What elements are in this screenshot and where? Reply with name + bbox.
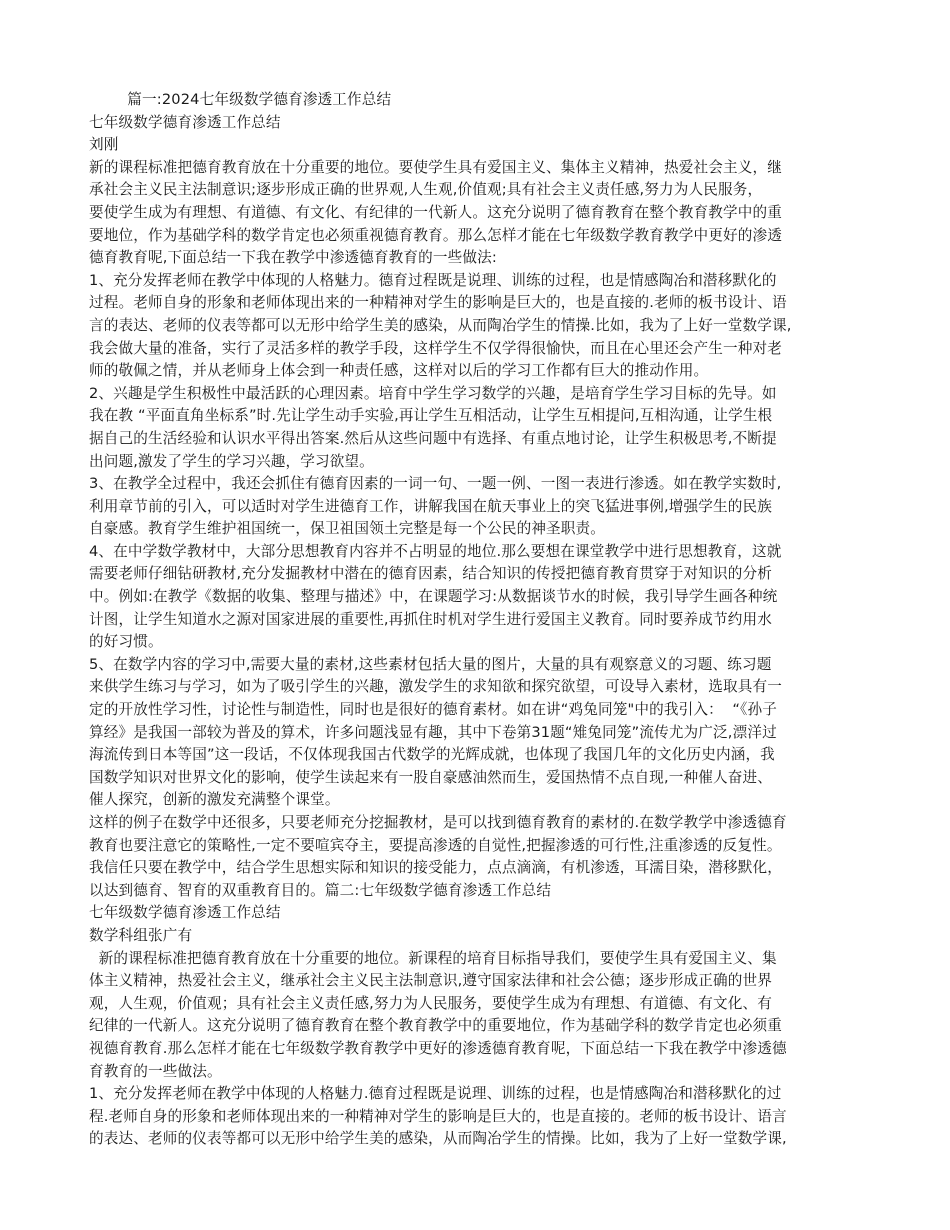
text-line: 5、在数学内容的学习中,需要大量的素材,这些素材包括大量的图片，大量的具有观察意义的习题、练习题	[89, 655, 772, 673]
text-line: 3、在教学全过程中，我还会抓住有德育因素的一词一句、一题一例、一图一表进行渗透。如在教学实数时,	[89, 475, 782, 493]
text-line: 据自己的生活经验和认识水平得出答案.然后从这些问题中有选择、有重点地讨论，让学生积极思考,不断提	[89, 429, 777, 447]
text-line: 程.老师自身的形象和老师体现出来的一种精神对学生的影响是巨大的，也是直接的。老师的板书设计、语言	[89, 1107, 787, 1125]
text-line: 算经》是我国一部较为普及的算术，许多问题浅显有趣，其中下卷第31题“雉兔同笼”流传尤为广泛,漂洋过	[89, 723, 777, 741]
text-line: 七年级数学德育渗透工作总结	[89, 113, 281, 131]
text-line: 要使学生成为有理想、有道德、有文化、有纪律的一代新人。这充分说明了德育教育在整个教育教学中的重	[89, 203, 782, 221]
text-line: 新的课程标准把德育教育放在十分重要的地位。要使学生具有爱国主义、集体主义精神，热爱社会主义，继	[89, 158, 782, 176]
text-line: 我会做大量的准备，实行了灵活多样的教学手段，这样学生不仅学得很愉快，而且在心里还会产生一种对老	[89, 339, 782, 357]
text-line: 以达到德育、智育的双重教育目的。篇二:七年级数学德育渗透工作总结	[89, 881, 552, 899]
text-line: 承社会主义民主法制意识;逐步形成正确的世界观,人生观,价值观;具有社会主义责任感,努力为人民服务，	[89, 181, 763, 199]
text-line: 我在教 “平面直角坐标系”时.先让学生动手实验,再让学生互相活动，让学生互相提问,互相沟通，让学生根	[89, 407, 773, 425]
text-line: 纪律的一代新人。这充分说明了德育教育在整个教育教学中的重要地位，作为基础学科的数学肯定也必须重	[89, 1017, 782, 1035]
text-line: 言的表达、老师的仪表等都可以无形中给学生美的感染，从而陶冶学生的情操.比如，我为了上好一堂数学课,	[89, 316, 792, 334]
text-line: 育教育的一些做法。	[89, 1062, 222, 1080]
text-line: 观，人生观，价值观；具有社会主义责任感,努力为人民服务，要使学生成为有理想、有道德、有文化、有	[89, 994, 773, 1012]
text-line: 的表达、老师的仪表等都可以无形中给学生美的感染，从而陶冶学生的情操。比如，我为了上好一堂数学课,	[89, 1130, 787, 1148]
text-line: 我信任只要在教学中，结合学生思想实际和知识的接受能力，点点滴滴，有机渗透，耳濡目染，潜移默化，	[89, 859, 782, 877]
text-line: 催人探究，创新的激发充满整个课堂。	[89, 791, 340, 809]
text-line: 利用章节前的引入，可以适时对学生进德育工作，讲解我国在航天事业上的突飞猛进事例,增强学生的民族	[89, 497, 773, 515]
text-line: 计图，让学生知道水之源对国家进展的重要性,再抓住时机对学生进行爱国主义教育。同时要养成节约用水	[89, 610, 773, 628]
text-line: 体主义精神，热爱社会主义，继承社会主义民主法制意识,遵守国家法律和社会公德；逐步形成正确的世界	[89, 972, 773, 990]
text-line: 新的课程标准把德育教育放在十分重要的地位。新课程的培育目标指导我们，要使学生具有爱国主义、集	[89, 949, 777, 967]
text-line: 定的开放性学习性，讨论性与制造性，同时也是很好的德育素材。如在讲“鸡兔同笼"中的我引入： “《孙子	[89, 701, 778, 719]
text-line: 1、充分发挥老师在教学中体现的人格魅力.德育过程既是说理、训练的过程，也是情感陶冶和潜移默化的过	[89, 1085, 782, 1103]
text-line: 海流传到日本等国”这一段话，不仅体现我国古代数学的光辉成就，也体现了我国几年的文化历史内涵，我	[89, 746, 775, 764]
text-line: 2、兴趣是学生积极性中最活跃的心理因素。培育中学生学习数学的兴趣，是培育学生学习目标的先导。如	[89, 384, 777, 402]
text-line: 的好习惯。	[89, 633, 163, 651]
text-line: 4、在中学数学教材中，大部分思想教育内容并不占明显的地位.那么要想在课堂教学中进行思想教育，这就	[89, 542, 782, 560]
text-line: 需要老师仔细钻研教材,充分发掘教材中潜在的德育因素，结合知识的传授把德育教育贯穿于对知识的分析	[89, 565, 773, 583]
text-line: 国数学知识对世界文化的影响，使学生读起来有一股自豪感油然而生，爱国热情不点自现,一种催人奋进、	[89, 768, 773, 786]
document-body	[89, 89, 867, 1151]
text-line: 过程。老师自身的形象和老师体现出来的一种精神对学生的影响是巨大的，也是直接的.老师的板书设计、语	[89, 294, 787, 312]
text-line: 教育也要注意它的策略性,一定不要喧宾夺主，要提高渗透的自觉性,把握渗透的可行性,注重渗透的反复性。	[89, 836, 782, 854]
text-line: 出问题,激发了学生的学习兴趣，学习欲望。	[89, 452, 374, 470]
text-line: 来供学生练习与学习，如为了吸引学生的兴趣，激发学生的求知欲和探究欲望，可设导入素材，选取具有一	[89, 678, 782, 696]
text-line: 自豪感。教育学生维护祖国统一，保卫祖国领土完整是每一个公民的神圣职责。	[89, 520, 606, 538]
text-line: 视德育教育.那么怎样才能在七年级数学教育教学中更好的渗透德育教育呢，下面总结一下我在教学中渗透德	[89, 1039, 787, 1057]
text-line: 1、充分发挥老师在教学中体现的人格魅力。德育过程既是说理、训练的过程，也是情感陶冶和潜移默化的	[89, 271, 777, 289]
text-line: 德育教育呢,下面总结一下我在教学中渗透德育教育的一些做法:	[89, 249, 497, 267]
text-line: 数学科组张广有	[89, 926, 193, 944]
text-line: 七年级数学德育渗透工作总结	[89, 904, 281, 922]
text-line: 要地位，作为基础学科的数学肯定也必须重视德育教育。那么怎样才能在七年级数学教育教学中更好的渗透	[89, 226, 782, 244]
text-line: 这样的例子在数学中还很多，只要老师充分挖掘教材，是可以找到德育教育的素材的.在数学教学中渗透德育	[89, 814, 787, 831]
text-line: 中。例如:在教学《数据的收集、整理与描述》中，在课题学习:从数据谈节水的时候，我引导学生画各种统	[89, 588, 778, 606]
text-line: 刘刚	[89, 136, 119, 154]
text-line: 师的敬佩之情，并从老师身上体会到一种责任感，这样对以后的学习工作都有巨大的推动作用。	[89, 362, 709, 380]
document-title: 篇一:2024七年级数学德育渗透工作总结	[89, 91, 392, 108]
